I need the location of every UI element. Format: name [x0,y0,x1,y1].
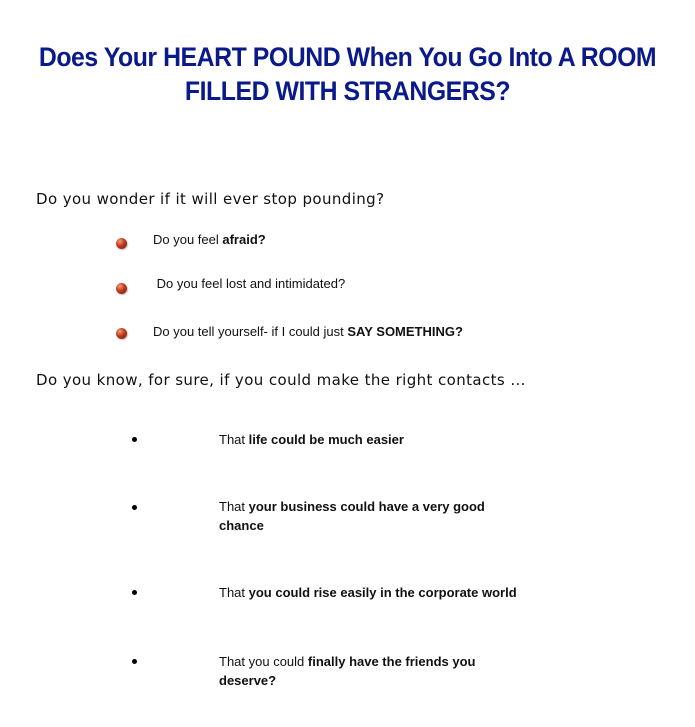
benefit-bold: you could rise easily in the corporate world [248,585,517,600]
black-dot-bullet-icon [132,437,137,442]
question-pounding: Do you wonder if it will ever stop pounding? [36,190,385,208]
black-dot-bullet-icon [132,590,137,595]
red-ball-bullet-icon [116,328,127,339]
page-headline [28,40,667,108]
feeling-bold: afraid? [222,232,266,247]
feeling-text: Do you feel [153,232,223,247]
feeling-bold: SAY SOMETHING? [347,324,463,339]
benefit-prefix: That [219,432,249,447]
benefit-bold: life could be much easier [248,432,404,447]
feeling-text: Do you feel lost and intimidated? [153,276,346,291]
benefit-bold: finally have the friends you deserve? [219,654,476,688]
benefit-item [219,652,519,690]
black-dot-bullet-icon [132,659,137,664]
question-contacts: Do you know, for sure, if you could make the right contacts ... [36,371,526,389]
feeling-item [153,276,345,291]
benefit-item [219,583,519,602]
red-ball-bullet-icon [116,283,127,294]
feeling-item [153,324,463,339]
benefit-prefix: That [219,499,249,514]
black-dot-bullet-icon [132,505,137,510]
red-ball-bullet-icon [116,238,127,249]
benefit-prefix: That you could [219,654,308,669]
benefit-bold: your business could have a very good chance [219,499,485,533]
headline-line-2: FILLED WITH STRANGERS? [184,76,511,106]
feeling-item [153,232,266,247]
benefit-item [219,430,519,449]
benefit-prefix: That [219,585,249,600]
feeling-text: Do you tell yourself- if I could just [153,324,348,339]
headline-line-1: Does Your HEART POUND When You Go Into A ROOM [38,42,657,72]
benefit-item [219,497,494,535]
